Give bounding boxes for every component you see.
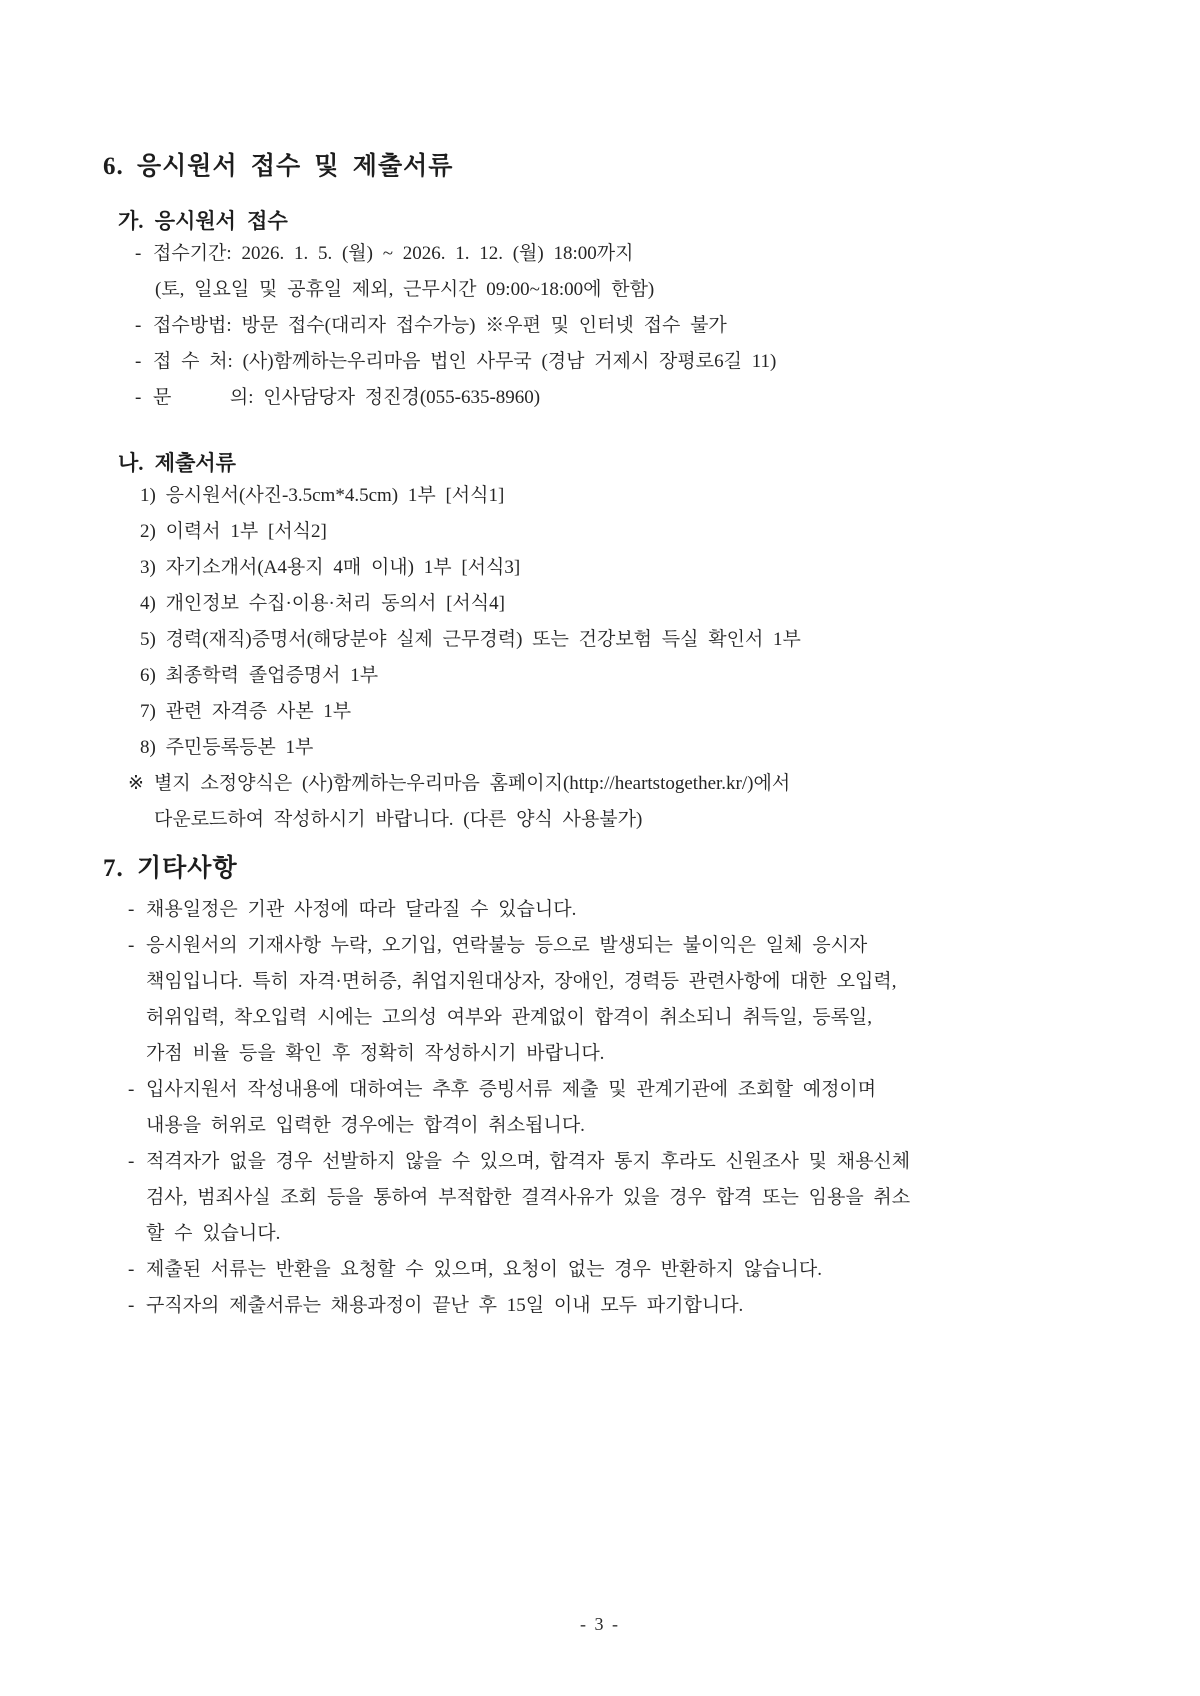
ga-item-method-text: 접수방법: 방문 접수(대리자 접수가능) ※우편 및 인터넷 접수 불가 (153, 315, 727, 336)
ga-item-method (135, 308, 1200, 344)
ga-item-contact (135, 380, 1200, 416)
page-number: - 3 - (580, 1614, 620, 1634)
na-item-2: 2) 이력서 1부 [서식2] (140, 521, 327, 542)
s7-item-schedule-text: 채용일정은 기관 사정에 따라 달라질 수 있습니다. (146, 899, 577, 920)
s7-item-destruction (128, 1288, 1200, 1324)
s7-item-return (128, 1252, 1200, 1288)
ga-item-place-text: 접 수 처: (사)함께하는우리마음 법인 사무국 (경남 거제시 장평로6길 11) (153, 351, 777, 372)
section-7-heading: 7. 기타사항 (103, 855, 238, 882)
s7-item-disqualification-line2: 검사, 범죄사실 조회 등을 통하여 부적합한 결격사유가 있을 경우 합격 또는 임용을 취소 (146, 1187, 911, 1208)
na-item-1: 1) 응시원서(사진-3.5cm*4.5cm) 1부 [서식1] (140, 485, 505, 506)
section-6a-heading: 가. 응시원서 접수 (118, 209, 288, 233)
s7-item-verification-line1: 입사지원서 작성내용에 대하여는 추후 증빙서류 제출 및 관계기관에 조회할 예정이며 (146, 1079, 877, 1100)
s7-item-responsibility-line1: 응시원서의 기재사항 누락, 오기입, 연락불능 등으로 발생되는 불이익은 일체 응시자 (146, 935, 868, 956)
reference-mark-icon: ※ (128, 773, 144, 794)
dash-bullet: - (135, 387, 142, 408)
dash-bullet: - (128, 1295, 135, 1316)
s7-item-responsibility-line4: 가점 비율 등을 확인 후 정확히 작성하시기 바랍니다. (146, 1043, 605, 1064)
na-item-5: 5) 경력(재직)증명서(해당분야 실제 근무경력) 또는 건강보험 득실 확인서 1부 (140, 629, 801, 650)
s7-item-responsibility-line2: 책임입니다. 특히 자격·면허증, 취업지원대상자, 장애인, 경력등 관련사항에 대한 오입력, (146, 971, 897, 992)
section-6b-heading: 나. 제출서류 (118, 451, 236, 475)
dash-bullet: - (135, 351, 142, 372)
ga-item-contact-text: 문 의: 인사담당자 정진경(055-635-8960) (153, 387, 541, 408)
ga-item-place (135, 344, 1200, 380)
dash-bullet: - (128, 1259, 135, 1280)
s7-item-verification-line2: 내용을 허위로 입력한 경우에는 합격이 취소됩니다. (146, 1115, 585, 1136)
na-item-7: 7) 관련 자격증 사본 1부 (140, 701, 352, 722)
dash-bullet: - (128, 1079, 135, 1100)
na-item-6: 6) 최종학력 졸업증명서 1부 (140, 665, 379, 686)
s7-item-disqualification-line3: 할 수 있습니다. (146, 1223, 281, 1244)
na-item-8: 8) 주민등록등본 1부 (140, 737, 314, 758)
s7-item-return-text: 제출된 서류는 반환을 요청할 수 있으며, 요청이 없는 경우 반환하지 않습니다. (146, 1259, 822, 1280)
dash-bullet: - (128, 1151, 135, 1172)
ga-item-period (135, 236, 1200, 272)
na-item-3: 3) 자기소개서(A4용지 4매 이내) 1부 [서식3] (140, 557, 521, 578)
ga-item-period-continuation: (토, 일요일 및 공휴일 제외, 근무시간 09:00~18:00에 한함) (155, 279, 655, 300)
na-item-4: 4) 개인정보 수집·이용·처리 동의서 [서식4] (140, 593, 505, 614)
ga-item-period-text: 접수기간: 2026. 1. 5. (월) ~ 2026. 1. 12. (월) 18:00까지 (153, 243, 634, 264)
s7-item-schedule (128, 892, 1200, 928)
na-note (128, 766, 1200, 802)
section-6-heading: 6. 응시원서 접수 및 제출서류 (103, 153, 454, 180)
na-note-line2: 다운로드하여 작성하시기 바랍니다. (다른 양식 사용불가) (154, 809, 643, 830)
s7-item-responsibility-line3: 허위입력, 착오입력 시에는 고의성 여부와 관계없이 합격이 취소되니 취득일, 등록일, (146, 1007, 873, 1028)
s7-item-disqualification (128, 1144, 1200, 1180)
na-note-line1: 별지 소정양식은 (사)함께하는우리마음 홈페이지(http://heartstogether.kr/)에서 (154, 773, 791, 794)
s7-item-disqualification-line1: 적격자가 없을 경우 선발하지 않을 수 있으며, 합격자 통지 후라도 신원조사 및 채용신체 (146, 1151, 911, 1172)
s7-item-destruction-text: 구직자의 제출서류는 채용과정이 끝난 후 15일 이내 모두 파기합니다. (146, 1295, 744, 1316)
dash-bullet: - (135, 243, 142, 264)
dash-bullet: - (128, 899, 135, 920)
s7-item-responsibility (128, 928, 1200, 964)
dash-bullet: - (135, 315, 142, 336)
s7-item-verification (128, 1072, 1200, 1108)
dash-bullet: - (128, 935, 135, 956)
